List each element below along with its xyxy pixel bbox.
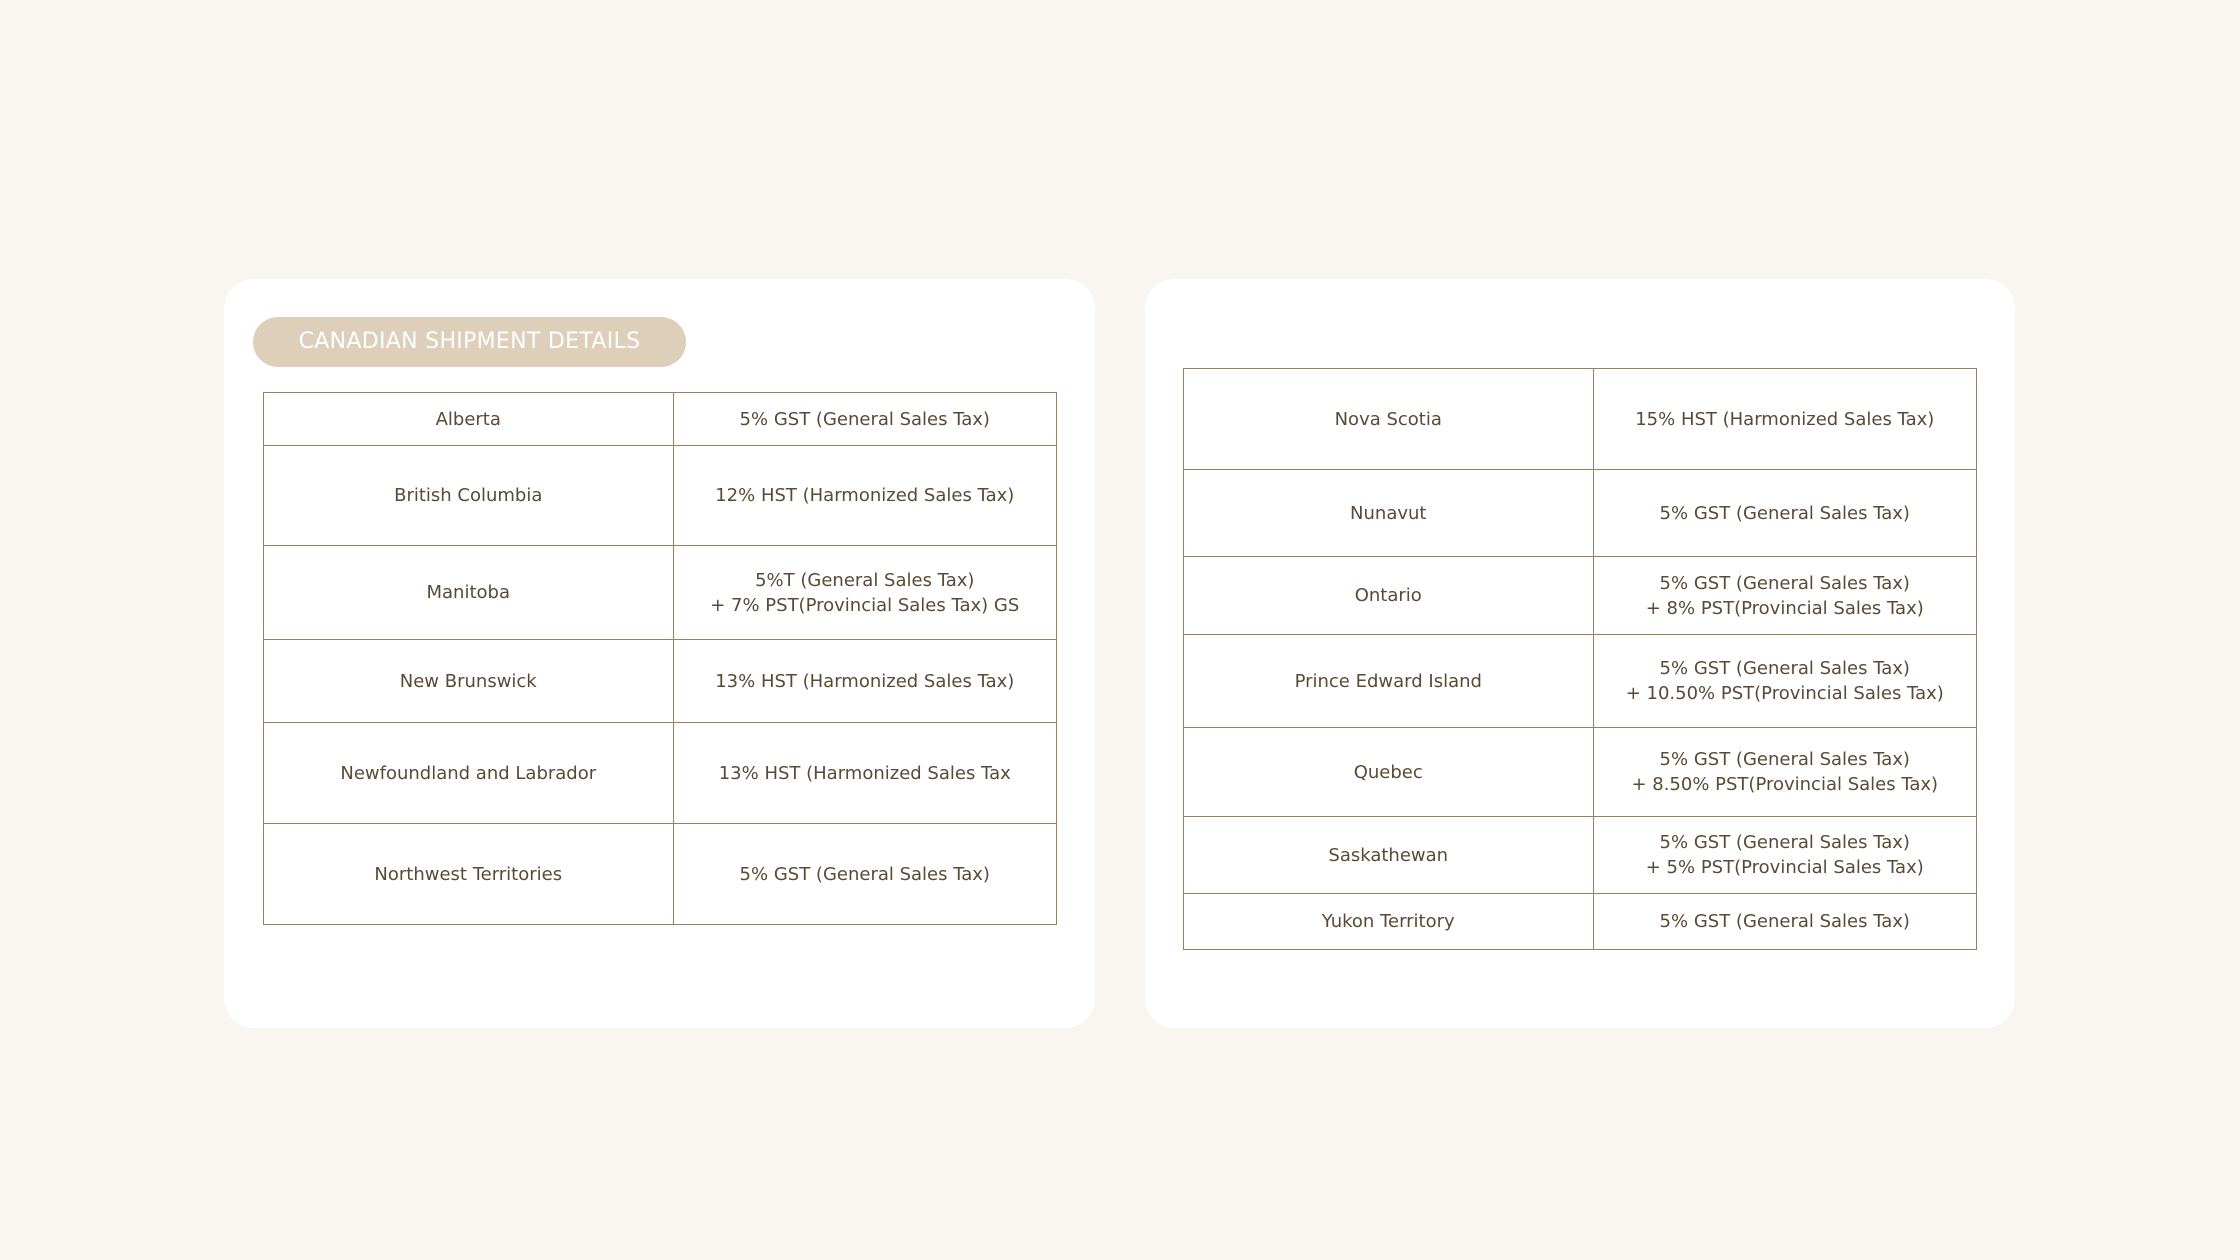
tax-line: + 10.50% PST(Provincial Sales Tax) [1625,683,1944,704]
province-cell: New Brunswick [264,640,674,723]
tax-cell [1593,817,1977,894]
tax-line: 13% HST (Harmonized Sales Tax) [715,670,1015,692]
province-cell: Yukon Territory [1184,894,1594,950]
province-cell: Nunavut [1184,470,1594,557]
tax-cell [673,446,1057,546]
tax-line: + 8% PST(Provincial Sales Tax) [1645,597,1924,619]
tax-line: + 8.50% PST(Provincial Sales Tax) [1631,774,1939,795]
province-cell: Quebec [1184,728,1594,817]
tax-cell [673,546,1057,640]
province-cell: Alberta [264,393,674,446]
table-row [1184,557,1977,635]
right-card [1145,279,2015,1028]
province-cell: Manitoba [264,546,674,640]
table-row [264,640,1057,723]
table-row [1184,470,1977,557]
province-cell: Prince Edward Island [1184,635,1594,728]
table-row [1184,894,1977,950]
tax-line: 12% HST (Harmonized Sales Tax) [715,485,1015,506]
province-cell: Northwest Territories [264,824,674,925]
table-row [1184,369,1977,470]
tax-line: 5% GST (General Sales Tax) [1659,749,1910,770]
tax-cell [1593,369,1977,470]
table-row [1184,635,1977,728]
tax-cell [673,723,1057,824]
province-cell: Nova Scotia [1184,369,1594,470]
tax-cell [673,824,1057,925]
tax-cell [1593,894,1977,950]
tax-line: 5% GST (General Sales Tax) [1659,832,1910,853]
tax-line: + 5% PST(Provincial Sales Tax) [1645,857,1924,878]
tax-line: 13% HST (Harmonized Sales Tax [718,762,1011,784]
table-row [264,446,1057,546]
tax-cell [1593,470,1977,557]
province-cell: Ontario [1184,557,1594,635]
province-cell: British Columbia [264,446,674,546]
tax-line: 5% GST (General Sales Tax) [1659,911,1910,932]
table-row [264,393,1057,446]
tax-line: 5%T (General Sales Tax) [755,569,975,591]
tax-line: 5% GST (General Sales Tax) [1659,502,1910,524]
table-row [264,723,1057,824]
tax-cell [673,640,1057,723]
tax-cell [673,393,1057,446]
left-tax-table [263,392,1057,925]
tax-cell [1593,635,1977,728]
province-cell: Saskathewan [1184,817,1594,894]
right-tax-table [1183,368,1977,950]
page-title: CANADIAN SHIPMENT DETAILS [253,317,686,367]
table-row [1184,728,1977,817]
table-row [264,824,1057,925]
tax-line: 5% GST (General Sales Tax) [739,863,990,885]
left-card [224,279,1095,1028]
tax-line: + 7% PST(Provincial Sales Tax) GS [710,594,1020,616]
tax-line: 5% GST (General Sales Tax) [1659,572,1910,594]
province-cell: Newfoundland and Labrador [264,723,674,824]
tax-line: 5% GST (General Sales Tax) [1659,658,1910,679]
tax-line: 5% GST (General Sales Tax) [739,408,990,430]
table-row [264,546,1057,640]
table-row [1184,817,1977,894]
tax-line: 15% HST (Harmonized Sales Tax) [1635,408,1935,430]
tax-cell [1593,557,1977,635]
tax-cell [1593,728,1977,817]
